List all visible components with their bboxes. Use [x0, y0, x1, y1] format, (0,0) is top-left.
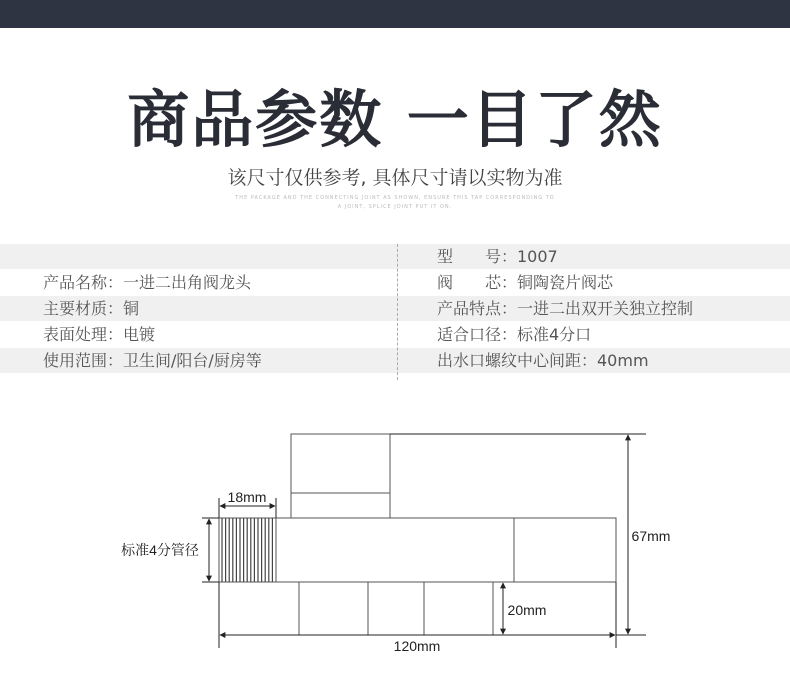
dim-label-pipe: 标准4分管径 — [121, 542, 199, 558]
spec-usage: 使用范围：卫生间/阳台/厨房等 — [43, 351, 262, 370]
dim-label-67mm: 67mm — [631, 528, 671, 544]
spec-model: 型 号：1007 — [437, 247, 558, 266]
spec-outlet-spacing: 出水口螺纹中心间距：40mm — [437, 351, 649, 370]
spec-product-name: 产品名称：一进二出角阀龙头 — [43, 273, 252, 292]
fineprint-line-1: THE PACKAGE AND THE CONNECTING JOINT AS SHOWN, ENSURE THIS TAP CORRESPONDING TO — [235, 195, 555, 201]
spec-surface: 表面处理：电镀 — [43, 325, 156, 344]
spec-caliber: 适合口径：标准4分口 — [437, 325, 592, 344]
page-title: 商品参数 一目了然 — [127, 83, 663, 156]
main-body — [276, 518, 616, 582]
fineprint-line-2: A JOINT, SPLICE JOINT PUT IT ON. — [337, 204, 453, 210]
dim-label-20mm: 20mm — [507, 602, 547, 618]
spec-valve-core: 阀 芯：铜陶瓷片阀芯 — [437, 273, 614, 292]
spec-material: 主要材质：铜 — [43, 299, 140, 318]
handle-block — [291, 434, 390, 518]
outlet-block — [299, 582, 493, 635]
thread-section — [219, 518, 276, 582]
page-subtitle: 该尺寸仅供参考, 具体尺寸请以实物为准 — [227, 167, 563, 189]
dim-label-120mm: 120mm — [393, 638, 441, 654]
spec-feature: 产品特点：一进二出双开关独立控制 — [437, 299, 694, 318]
dim-label-18mm: 18mm — [227, 489, 267, 505]
